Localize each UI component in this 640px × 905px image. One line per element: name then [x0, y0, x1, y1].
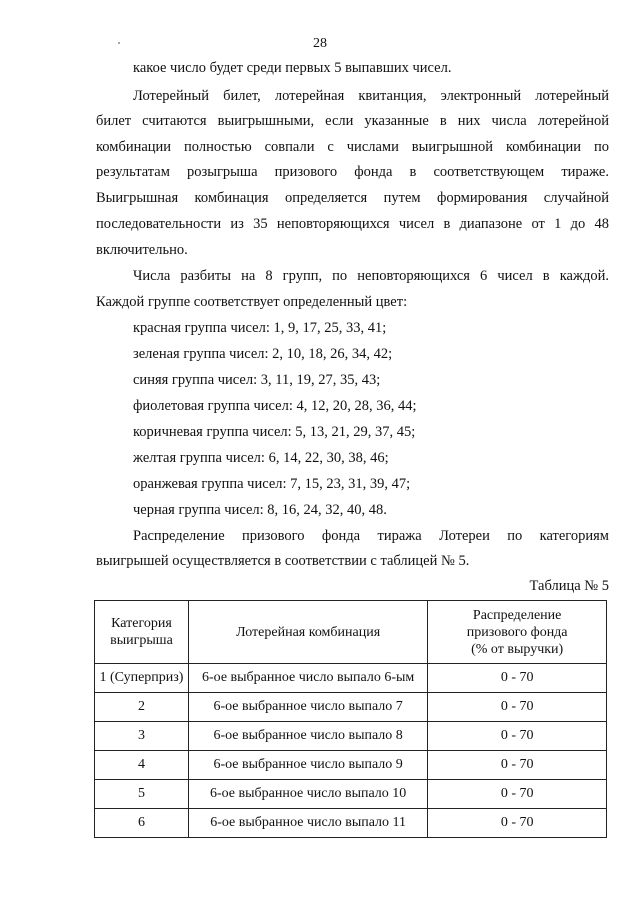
text-line: выигрышей осуществляется в соответствии с таблицей № 5.	[96, 553, 470, 569]
color-group-green: зеленая группа чисел: 2, 10, 18, 26, 34, 42;	[133, 346, 393, 362]
color-group-blue: синяя группа чисел: 3, 11, 19, 27, 35, 43;	[133, 372, 381, 388]
cell-category: 1 (Суперприз)	[95, 664, 189, 693]
cell-category: 2	[95, 693, 189, 722]
text-line: билет считаются выигрышными, если указанные в них числа лотерейной	[96, 113, 609, 129]
cell-category: 4	[95, 751, 189, 780]
text-line: комбинации полностью совпали с числами выигрышной комбинации по	[96, 139, 609, 155]
text-line: Каждой группе соответствует определенный цвет:	[96, 294, 408, 310]
cell-combination: 6-ое выбранное число выпало 10	[188, 780, 427, 809]
cell-combination: 6-ое выбранное число выпало 11	[188, 809, 427, 838]
cell-category: 6	[95, 809, 189, 838]
table-row	[95, 693, 607, 722]
header-combination: Лотерейная комбинация	[188, 601, 427, 664]
color-group-brown: коричневая группа чисел: 5, 13, 21, 29, 37, 45;	[133, 424, 416, 440]
table-row	[95, 780, 607, 809]
text-line: включительно.	[96, 242, 188, 258]
color-group-yellow: желтая группа чисел: 6, 14, 22, 30, 38, 46;	[133, 450, 389, 466]
table-header-row	[95, 601, 607, 664]
cell-category: 5	[95, 780, 189, 809]
table-caption: Таблица № 5	[529, 578, 609, 594]
cell-combination: 6-ое выбранное число выпало 7	[188, 693, 427, 722]
color-group-orange: оранжевая группа чисел: 7, 15, 23, 31, 39, 47;	[133, 476, 411, 492]
text-line: Распределение призового фонда тиража Лотереи по категориям	[133, 528, 609, 544]
table-row	[95, 809, 607, 838]
cell-distribution: 0 - 70	[428, 722, 607, 751]
text-line: последовательности из 35 неповторяющихся чисел в диапазоне от 1 до 48	[96, 216, 609, 232]
page-number: 28	[313, 36, 327, 51]
text-line: какое число будет среди первых 5 выпавших чисел.	[133, 60, 452, 76]
color-group-purple: фиолетовая группа чисел: 4, 12, 20, 28, 36, 44;	[133, 398, 417, 414]
table-row	[95, 751, 607, 780]
text-line: Числа разбиты на 8 групп, по неповторяющихся 6 чисел в каждой.	[133, 268, 609, 284]
text-line: Лотерейный билет, лотерейная квитанция, электронный лотерейный	[133, 88, 609, 104]
cell-combination: 6-ое выбранное число выпало 8	[188, 722, 427, 751]
cell-distribution: 0 - 70	[428, 809, 607, 838]
table-row	[95, 722, 607, 751]
header-category: Категория выигрыша	[95, 601, 189, 664]
table-row	[95, 664, 607, 693]
color-group-black: черная группа чисел: 8, 16, 24, 32, 40, 48.	[133, 502, 387, 518]
cell-distribution: 0 - 70	[428, 693, 607, 722]
color-group-red: красная группа чисел: 1, 9, 17, 25, 33, 41;	[133, 320, 387, 336]
text-line: результатам розыгрыша призового фонда в соответствующем тираже.	[96, 164, 609, 180]
cell-combination: 6-ое выбранное число выпало 9	[188, 751, 427, 780]
cell-combination: 6-ое выбранное число выпало 6-ым	[188, 664, 427, 693]
cell-distribution: 0 - 70	[428, 664, 607, 693]
cell-distribution: 0 - 70	[428, 780, 607, 809]
prize-distribution-table	[94, 600, 607, 838]
header-distribution: Распределение призового фонда (% от выручки)	[428, 601, 607, 664]
cell-category: 3	[95, 722, 189, 751]
cell-distribution: 0 - 70	[428, 751, 607, 780]
text-line: Выигрышная комбинация определяется путем формирования случайной	[96, 190, 609, 206]
